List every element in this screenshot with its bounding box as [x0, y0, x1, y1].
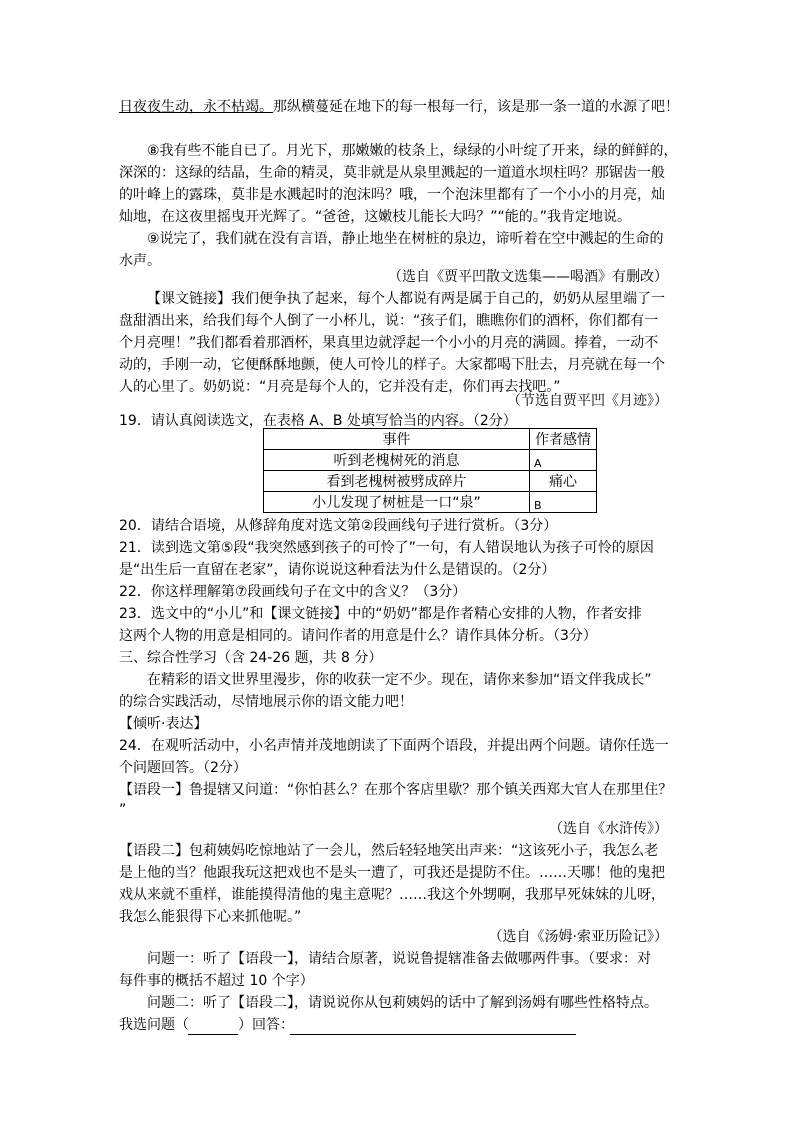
- paragraph-line: 盘甜酒出来，给我们每个人倒了一小杯儿，说：“孩子们，瞧瞧你们的酒杯，你们都有一: [119, 313, 659, 329]
- passage-two-cont: 是上他的当？他跟我玩这把戏也不是头一遭了，可我还是提防不住。……天哪！他的鬼把: [119, 865, 665, 881]
- table-row: [264, 471, 597, 492]
- table-header-cell: 作者感情: [530, 429, 597, 450]
- question-21: 21．读到选文第⑤段“我突然感到孩子的可怜了”一句，有人错误地认为孩子可怜的原因: [119, 540, 654, 556]
- paragraph-line: 人的心里了。奶奶说：“月亮是每个人的，它并没有走，你们再去找吧。”: [119, 379, 561, 395]
- paragraph-line: 在精彩的语文世界里漫步，你的收获一定不少。现在，请你来参加“语文伴我成长”: [147, 672, 652, 688]
- table-cell: 痛心: [530, 471, 597, 492]
- passage-two-cont: 戏从来就不重样，谁能摸得清他的鬼主意呢？……我这个外甥啊，我那早死妹妹的儿呀，: [119, 887, 665, 903]
- question-24-cont: 个问题回答。（2分）: [119, 760, 247, 776]
- paragraph-line: 个月亮哩！”我们都看着那酒杯，果真里边就浮起一个小小的月亮的满圆。捧着，一动不: [119, 335, 659, 351]
- section-heading: 三、综合性学习（含 24-26 题，共 8 分）: [119, 650, 383, 666]
- paragraph-line: ⑨说完了，我们就在没有言语，静止地坐在树桩的泉边，谛听着在空中溅起的生命的: [147, 231, 664, 247]
- passage-one-cont: ”: [119, 802, 127, 818]
- answer-blank[interactable]: [290, 1034, 576, 1035]
- paragraph-line: [119, 96, 679, 118]
- table-cell: A: [530, 450, 597, 471]
- question-23: 23．选文中的“小儿”和【课文链接】中的“奶奶”都是作者精心安排的人物，作者安排: [119, 606, 642, 622]
- table-cell: B: [530, 492, 597, 513]
- question-20: 20．请结合语境，从修辞角度对选文第②段画线句子进行赏析。（3分）: [119, 518, 558, 534]
- text-run: 那纵横蔓延在地下的每一根每一行，该是那一条一道的水源了吧！: [273, 99, 679, 115]
- table-header-cell: 事件: [264, 429, 530, 450]
- table-cell: 看到老槐树被劈成碎片: [264, 471, 530, 492]
- table-row: [264, 492, 597, 513]
- sub-heading: 【倾听·表达】: [119, 716, 208, 732]
- paragraph-line: 深深的：这绿的结晶，生命的精灵，莫非就是从泉里溅起的一道道水坝柱吗？那锯齿一般: [119, 165, 665, 181]
- question-one: 问题一：听了【语段一】，请结合原著，说说鲁提辖准备去做哪两件事。（要求：对: [147, 951, 651, 967]
- table-row: [264, 450, 597, 471]
- source-citation: （选自《水浒传》）: [549, 821, 668, 837]
- passage-two: 【语段二】包莉姨妈吃惊地站了一会儿，然后轻轻地笑出声来：“这该死小子，我怎么老: [119, 843, 659, 859]
- passage-two-cont: 我怎么能狠得下心来抓他呢。”: [119, 909, 302, 925]
- question-23-cont: 这两个人物的用意是相同的。请问作者的用意是什么？请作具体分析。（3分）: [119, 628, 597, 644]
- table-cell: 听到老槐树死的消息: [264, 450, 530, 471]
- source-citation: （节选自贾平凹《月迹》）: [507, 393, 668, 409]
- table-cell: 小儿发现了树桩是一口“泉”: [264, 492, 530, 513]
- choice-blank[interactable]: [188, 1034, 238, 1035]
- question-two: 问题二：听了【语段二】，请说说你从包莉姨妈的话中了解到汤姆有哪些性格特点。: [147, 995, 658, 1011]
- passage-one: 【语段一】鲁提辖又问道：“你怕甚么？在那个客店里歇？那个镇关西郑大官人在那里住？: [119, 782, 673, 798]
- paragraph-line: 【课文链接】我们便争执了起来，每个人都说有两是属于自己的，奶奶从屋里端了一: [147, 291, 665, 307]
- question-19: 19．请认真阅读选文，在表格 A、B 处填写恰当的内容。（2分）: [119, 413, 517, 429]
- paragraph-line: ⑧我有些不能自已了。月光下，那嫩嫩的枝条上，绿绿的小叶绽了开来，绿的鲜鲜的，: [147, 143, 678, 159]
- question-22: 22．你这样理解第⑦段画线句子在文中的含义？（3分）: [119, 584, 467, 600]
- answer-prompt-choice: 我选问题（: [119, 1017, 189, 1033]
- paragraph-line: 水声。: [119, 253, 161, 269]
- question-one-cont: 每件事的概括不超过 10 个字）: [119, 973, 314, 989]
- question-24: 24．在观听活动中，小名声情并茂地朗读了下面两个语段，并提出两个问题。请你任选一: [119, 738, 669, 754]
- underlined-sentence: 日夜夜生动，永不枯竭。: [119, 99, 273, 115]
- source-citation: （选自《贾平凹散文选集——喝酒》有删改）: [388, 269, 668, 285]
- paragraph-line: 动的，手刚一动，它便酥酥地颤，使人可怜儿的样子。大家都喝下肚去，月亮就在每一个: [119, 357, 665, 373]
- table-header-row: [264, 429, 597, 450]
- answer-prompt-label: ）回答：: [238, 1017, 294, 1033]
- paragraph-line: 的综合实践活动，尽情地展示你的语文能力吧！: [119, 694, 413, 710]
- question-21-cont: 是“出生后一直留在老家”，请你说说这种看法为什么是错误的。（2分）: [119, 562, 556, 578]
- paragraph-line: 的叶峰上的露珠，莫非是水溅起时的泡沫吗？哦，一个泡沫里都有了一个小小的月亮，灿: [119, 187, 665, 203]
- source-citation: （选自《汤姆·索亚历险记》）: [488, 929, 668, 945]
- paragraph-line: 灿地，在这夜里摇曳开光辉了。“爸爸，这嫩枝儿能长大吗？”“能的。”我肯定地说。: [119, 209, 632, 225]
- event-table: [263, 428, 597, 513]
